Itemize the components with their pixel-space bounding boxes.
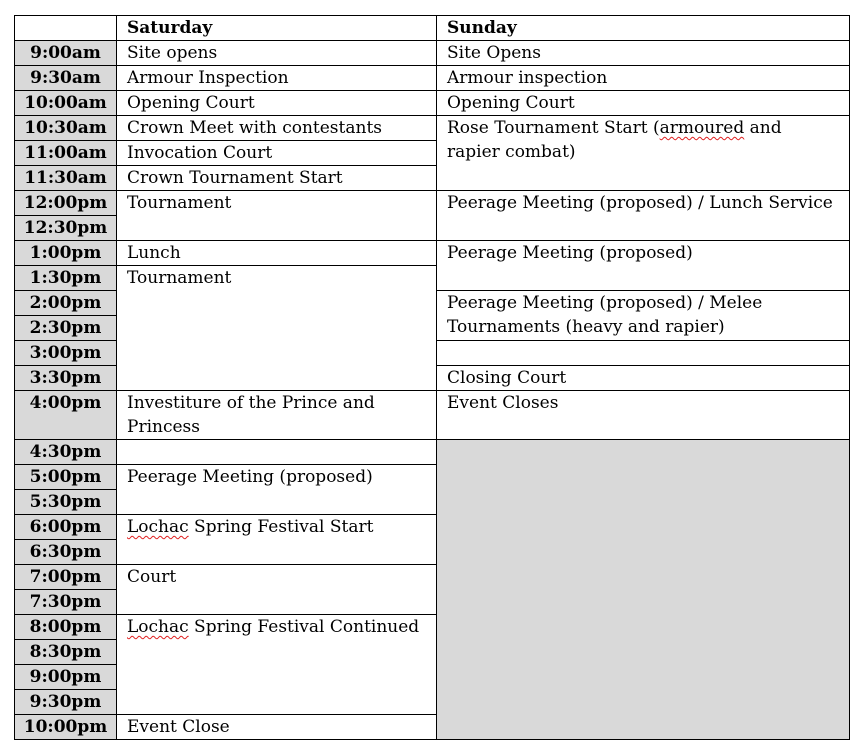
- festival-start-a: Lochac: [127, 517, 189, 537]
- saturday-event: Investiture of the Prince and Princess: [117, 391, 437, 440]
- saturday-event-spring-festival-start: [117, 515, 437, 565]
- saturday-event: Invocation Court: [117, 141, 437, 166]
- table-row: [15, 440, 850, 465]
- header-saturday: Saturday: [117, 16, 437, 41]
- time-cell: 6:30pm: [15, 540, 117, 565]
- rose-text-b: armoured: [659, 118, 745, 138]
- sunday-event: Opening Court: [437, 91, 850, 116]
- saturday-event: Armour Inspection: [117, 66, 437, 91]
- time-cell: 7:30pm: [15, 590, 117, 615]
- sunday-event: Armour inspection: [437, 66, 850, 91]
- sunday-event: Event Closes: [437, 391, 850, 440]
- sunday-event: Site Opens: [437, 41, 850, 66]
- saturday-event: Tournament: [117, 266, 437, 391]
- time-cell: 10:00am: [15, 91, 117, 116]
- time-cell: 9:30am: [15, 66, 117, 91]
- header-corner: [15, 16, 117, 41]
- time-cell: 9:00pm: [15, 665, 117, 690]
- time-cell: 9:00am: [15, 41, 117, 66]
- time-cell: 10:30am: [15, 116, 117, 141]
- saturday-event-spring-festival-continued: [117, 615, 437, 715]
- time-cell: 9:30pm: [15, 690, 117, 715]
- table-row: [15, 41, 850, 66]
- rose-text-c: and rapier combat): [447, 118, 782, 162]
- sunday-event-rose-tournament: [437, 116, 850, 191]
- time-cell: 1:30pm: [15, 266, 117, 291]
- saturday-empty-cell: [117, 440, 437, 465]
- header-row: [15, 16, 850, 41]
- time-cell: 3:00pm: [15, 341, 117, 366]
- time-cell: 1:00pm: [15, 241, 117, 266]
- time-cell: 11:00am: [15, 141, 117, 166]
- sunday-event: Peerage Meeting (proposed): [437, 241, 850, 291]
- time-cell: 12:30pm: [15, 216, 117, 241]
- time-cell: 2:30pm: [15, 316, 117, 341]
- time-cell: 10:00pm: [15, 715, 117, 740]
- sunday-event: Peerage Meeting (proposed) / Lunch Service: [437, 191, 850, 241]
- time-cell: 5:00pm: [15, 465, 117, 490]
- table-row: [15, 66, 850, 91]
- saturday-event: Peerage Meeting (proposed): [117, 465, 437, 515]
- table-row: [15, 191, 850, 216]
- time-cell: 8:30pm: [15, 640, 117, 665]
- sunday-filler-cell: [437, 440, 850, 740]
- festival-start-b: Spring Festival Start: [188, 517, 374, 537]
- sunday-empty-cell: [437, 341, 850, 366]
- saturday-event: Court: [117, 565, 437, 615]
- time-cell: 7:00pm: [15, 565, 117, 590]
- time-cell: 8:00pm: [15, 615, 117, 640]
- time-cell: 12:00pm: [15, 191, 117, 216]
- time-cell: 4:30pm: [15, 440, 117, 465]
- rose-text-a: Rose Tournament Start (: [447, 118, 660, 138]
- time-cell: 3:30pm: [15, 366, 117, 391]
- table-row: [15, 391, 850, 440]
- sunday-event: Closing Court: [437, 366, 850, 391]
- time-cell: 2:00pm: [15, 291, 117, 316]
- saturday-event: Crown Tournament Start: [117, 166, 437, 191]
- saturday-event: Tournament: [117, 191, 437, 241]
- schedule-table: [14, 15, 850, 740]
- festival-continued-a: Lochac: [127, 617, 189, 637]
- time-cell: 11:30am: [15, 166, 117, 191]
- saturday-event: Site opens: [117, 41, 437, 66]
- table-row: [15, 116, 850, 141]
- table-row: [15, 241, 850, 266]
- saturday-event: Lunch: [117, 241, 437, 266]
- sunday-event: Peerage Meeting (proposed) / Melee Tournaments (heavy and rapier): [437, 291, 850, 341]
- saturday-event: Event Close: [117, 715, 437, 740]
- saturday-event: Opening Court: [117, 91, 437, 116]
- time-cell: 4:00pm: [15, 391, 117, 440]
- time-cell: 6:00pm: [15, 515, 117, 540]
- festival-continued-b: Spring Festival Continued: [188, 617, 420, 637]
- time-cell: 5:30pm: [15, 490, 117, 515]
- header-sunday: Sunday: [437, 16, 850, 41]
- table-row: [15, 91, 850, 116]
- saturday-event: Crown Meet with contestants: [117, 116, 437, 141]
